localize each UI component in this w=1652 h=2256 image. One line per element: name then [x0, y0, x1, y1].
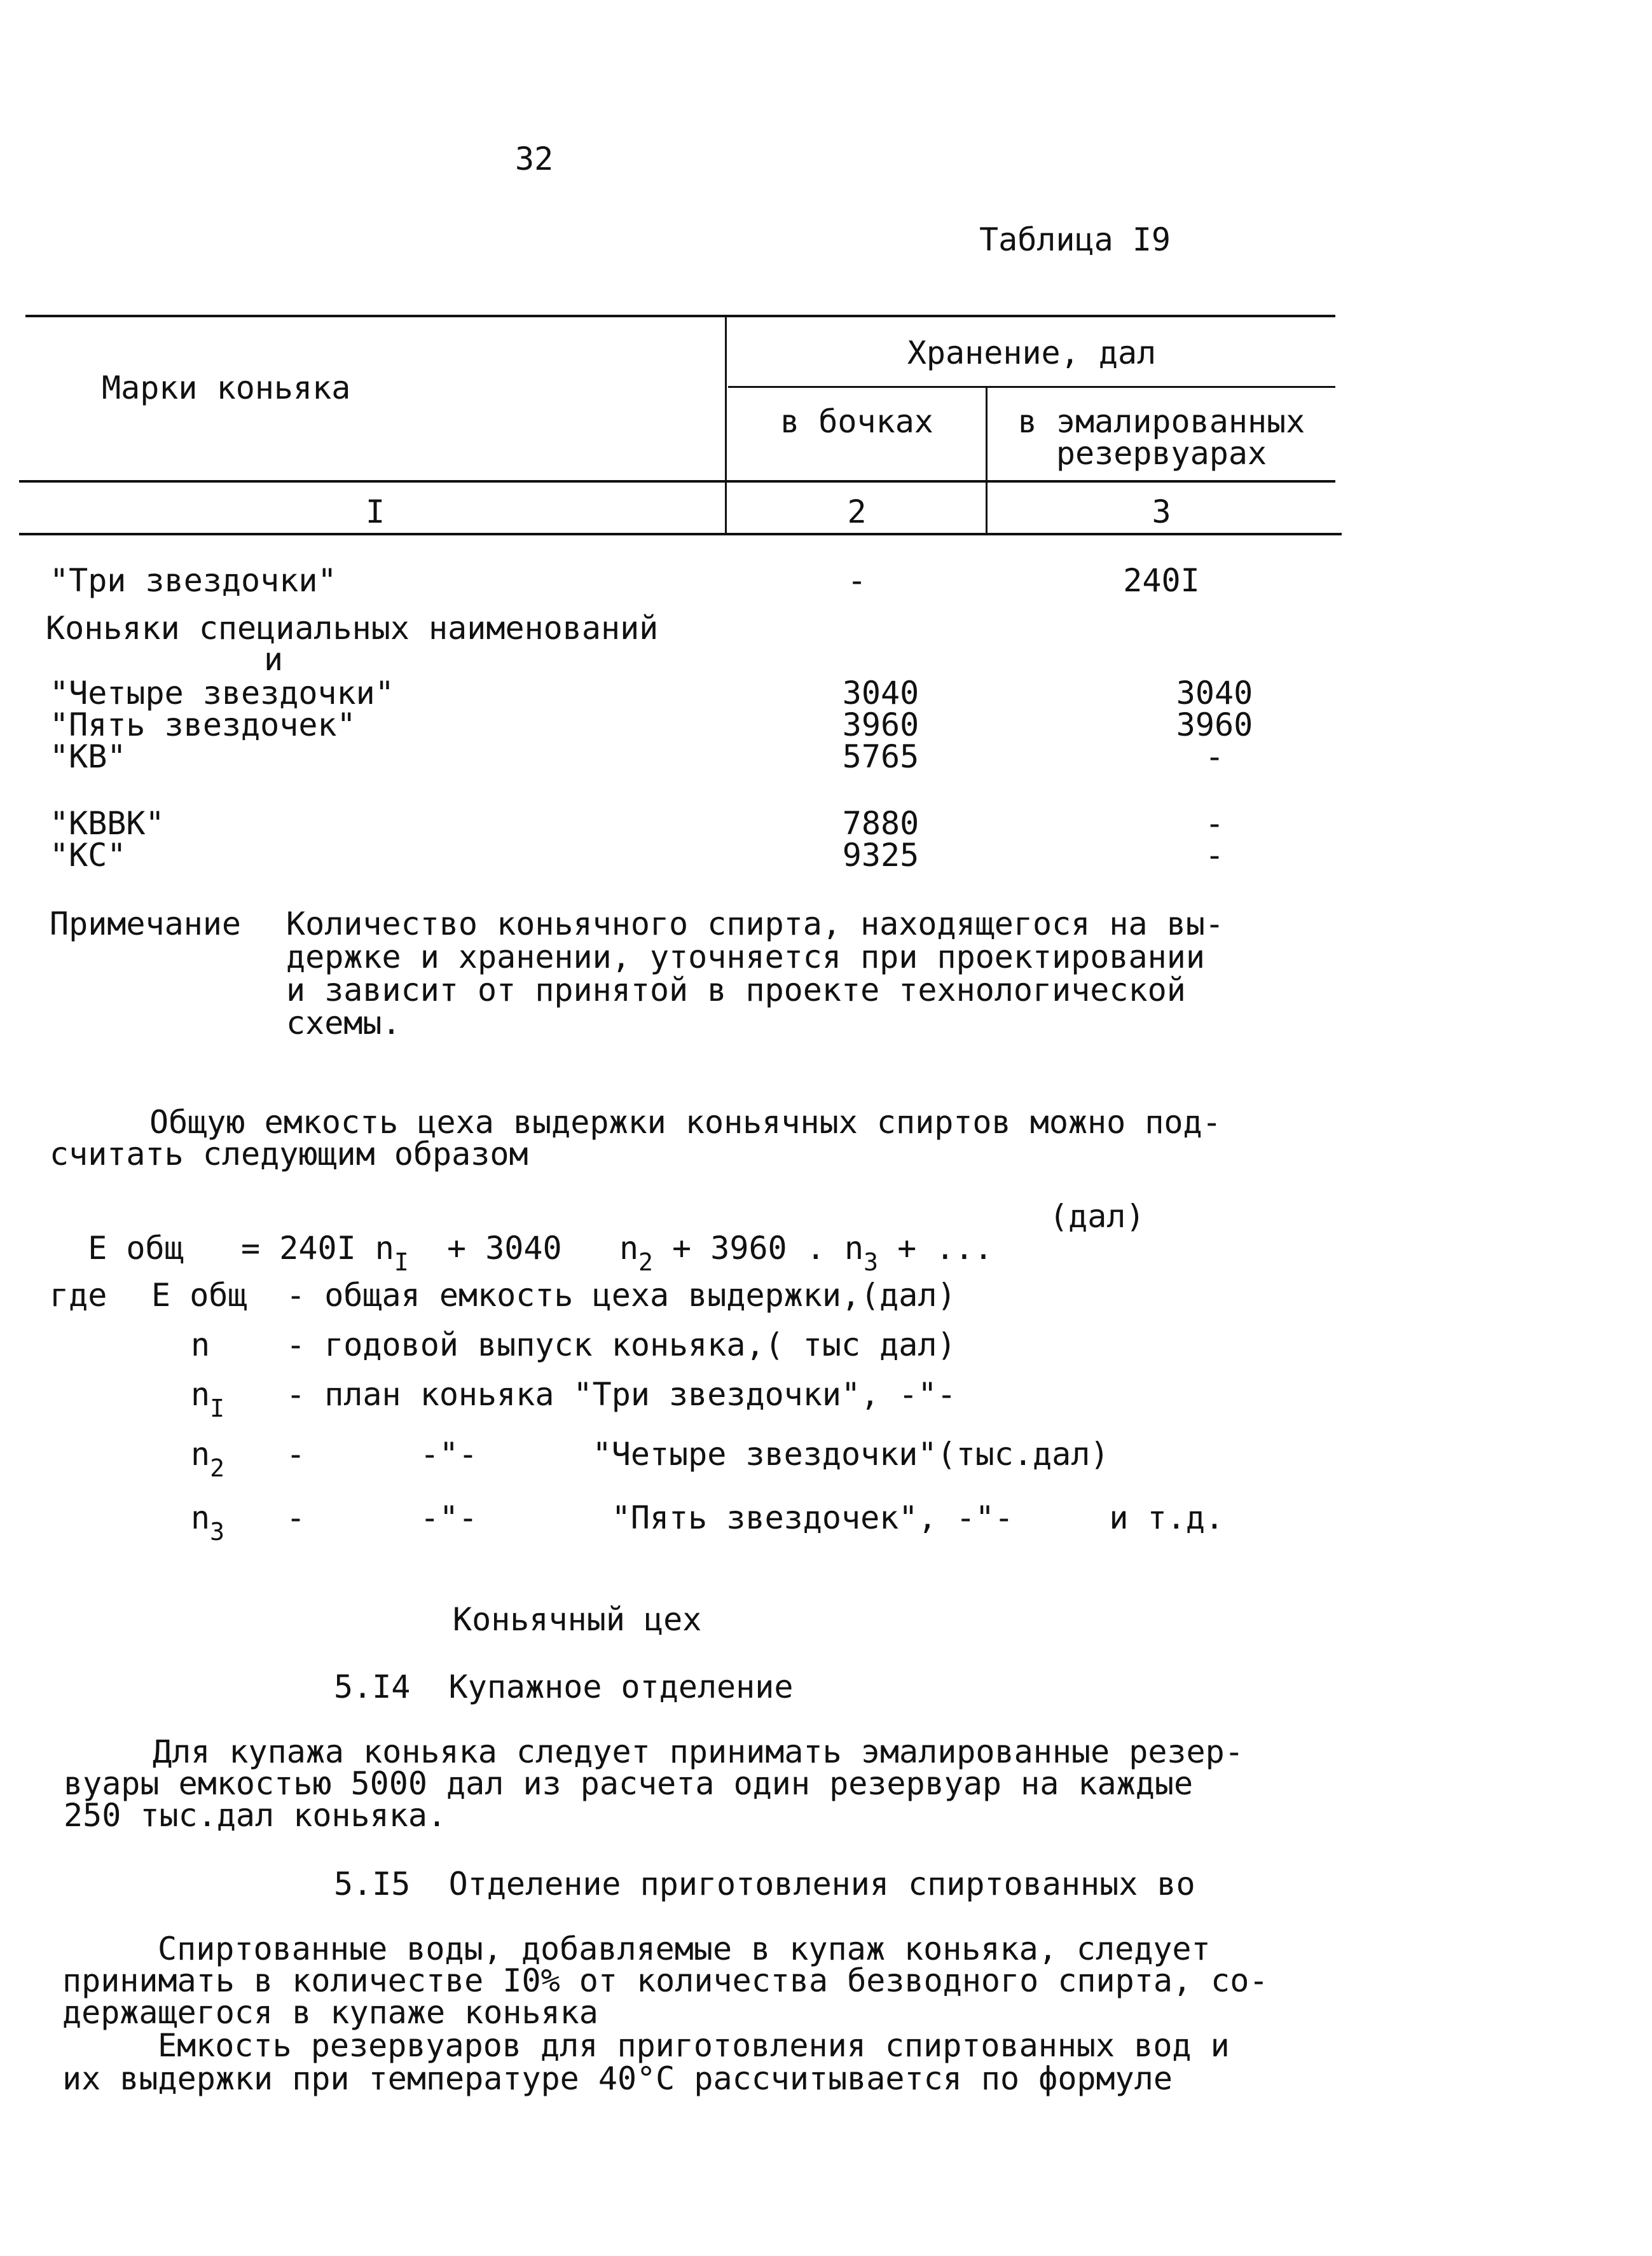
- formula-sub-1: I: [394, 1248, 409, 1276]
- column-number-2: 2: [847, 493, 867, 530]
- formula-term-5: + ...: [897, 1230, 993, 1267]
- header-tanks-line1: в эмалированных: [1017, 403, 1305, 440]
- row-name: Коньяки специальных наименований: [46, 610, 659, 647]
- formula-term-4: + 3960 . n: [672, 1230, 864, 1267]
- row-tanks: -: [1204, 837, 1225, 874]
- note-line: схемы.: [286, 1005, 401, 1042]
- table-caption: Таблица I9: [979, 221, 1171, 258]
- note-line: Количество коньячного спирта, находящегося на вы-: [286, 905, 1225, 942]
- paragraph-line: держащегося в купаже коньяка: [62, 1994, 598, 2031]
- header-brand: Марки коньяка: [102, 369, 351, 406]
- row-barrels: -: [847, 562, 867, 599]
- note-line: и зависит от принятой в проекте технологической: [286, 972, 1186, 1008]
- table-vrule-1: [725, 315, 727, 534]
- definition-symbol: $n_3$: [191, 1499, 224, 1546]
- paragraph-line: Общую емкость цеха выдержки коньячных спиртов можно под-: [149, 1104, 1222, 1141]
- formula-units: (дал): [1049, 1198, 1145, 1235]
- definition-text: - план коньяка "Три звездочки", -"-: [286, 1376, 956, 1413]
- definition-text: - общая емкость цеха выдержки,(дал): [286, 1277, 956, 1314]
- header-barrels: в бочках: [780, 403, 933, 440]
- formula-equals: =: [241, 1230, 261, 1267]
- column-number-3: 3: [1152, 493, 1171, 530]
- formula-term-3: n: [619, 1230, 639, 1267]
- row-name: "Три звездочки": [50, 562, 337, 599]
- definition-text: - -"- "Четыре звездочки"(тыс.дал): [286, 1436, 1110, 1473]
- paragraph-line: Спиртованные воды, добавляемые в купаж коньяка, следует: [158, 1930, 1211, 1967]
- formula-lhs: Е общ: [88, 1230, 184, 1267]
- paragraph-line: принимать в количестве I0% от количества безводного спирта, со-: [62, 1962, 1269, 1999]
- row-name: "КС": [50, 837, 127, 874]
- paragraph-line: считать следующим образом: [50, 1136, 528, 1173]
- row-barrels: 5765: [842, 738, 919, 775]
- subsection-5-14: 5.I4 Купажное отделение: [334, 1668, 794, 1705]
- table-header-bottom-rule: [19, 480, 1335, 483]
- paragraph-line: Емкость резервуаров для приготовления спиртованных вод и: [158, 2027, 1230, 2064]
- row-barrels: 7880: [842, 805, 919, 842]
- row-tanks: -: [1204, 738, 1225, 775]
- note-line: держке и хранении, уточняется при проектировании: [286, 939, 1205, 975]
- definition-symbol: $n_I$: [191, 1376, 224, 1422]
- row-barrels: 3960: [842, 706, 919, 743]
- row-name: "КВ": [50, 738, 127, 775]
- row-barrels: 3040: [842, 675, 919, 712]
- where-label: где: [50, 1277, 107, 1314]
- row-tanks: 3040: [1176, 675, 1253, 712]
- note-label: Примечание: [50, 905, 242, 942]
- row-name: и: [264, 641, 284, 678]
- row-tanks: 3960: [1176, 706, 1253, 743]
- column-number-1: I: [365, 493, 385, 530]
- definition-symbol: $n_2$: [191, 1436, 224, 1482]
- formula: [50, 1200, 993, 1276]
- formula-sub-3: 2: [638, 1248, 653, 1276]
- table-top-rule: [25, 315, 1335, 317]
- page-number: 32: [515, 141, 554, 177]
- row-tanks: -: [1204, 805, 1225, 842]
- paragraph-line: Для купажа коньяка следует принимать эмалированные резер-: [153, 1733, 1244, 1770]
- header-storage: Хранение, дал: [907, 334, 1157, 371]
- definition-symbol: Е общ: [151, 1277, 247, 1314]
- subsection-5-15: 5.I5 Отделение приготовления спиртованных во: [334, 1866, 1195, 1902]
- table-numbers-bottom-rule: [19, 533, 1342, 535]
- paragraph-line: вуары емкостью 5000 дал из расчета один резервуар на каждые: [64, 1765, 1194, 1802]
- definition-text: - годовой выпуск коньяка,( тыс дал): [286, 1326, 956, 1363]
- definition-text: - -"- "Пять звездочек", -"- и т.д.: [286, 1499, 1225, 1536]
- section-title: Коньячный цех: [453, 1601, 702, 1638]
- row-name: "Четыре звездочки": [50, 675, 394, 712]
- header-tanks-line2: резервуарах: [1056, 435, 1267, 472]
- paragraph-line: их выдержки при температуре 40°С рассчитывается по формуле: [62, 2060, 1173, 2097]
- formula-term-2: + 3040: [447, 1230, 562, 1267]
- formula-sub-4: 3: [864, 1248, 878, 1276]
- row-tanks: 240I: [1123, 562, 1200, 599]
- table-header-inner-rule: [728, 386, 1335, 388]
- definition-symbol: n: [191, 1326, 210, 1363]
- row-barrels: 9325: [842, 837, 919, 874]
- row-name: "КВВК": [50, 805, 165, 842]
- row-name: "Пять звездочек": [50, 706, 356, 743]
- formula-term-1: 240I n: [279, 1230, 394, 1267]
- paragraph-line: 250 тыс.дал коньяка.: [64, 1797, 447, 1834]
